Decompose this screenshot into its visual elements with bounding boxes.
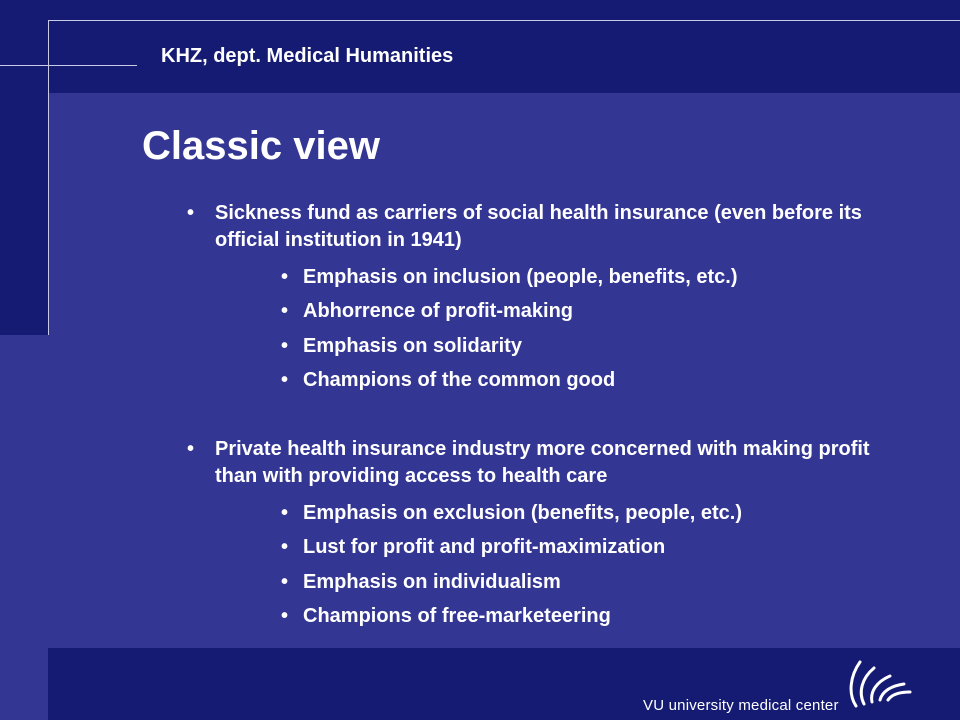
bullet-item [187, 436, 887, 490]
sub-bullet-item [281, 569, 901, 596]
sub-bullet-text: Champions of free-marketeering [303, 605, 611, 627]
sub-bullet-item [281, 298, 901, 325]
bullet-dot: • [281, 300, 289, 322]
sub-bullet-item [281, 333, 901, 360]
sub-bullet-text: Abhorrence of profit-making [303, 300, 574, 322]
sub-bullet-item [281, 603, 901, 630]
sub-bullet-text: Emphasis on individualism [303, 571, 561, 593]
sub-bullet-item [281, 534, 901, 561]
bullet-dot: • [281, 536, 289, 558]
sub-bullet-text: Emphasis on inclusion (people, benefits, etc.) [303, 266, 738, 288]
bullet-item [187, 200, 887, 254]
bullet-dot: • [281, 335, 289, 357]
sub-bullet-item [281, 500, 901, 527]
bullet-text: Private health insurance industry more concerned with making profit than with providing access to health care [215, 438, 870, 487]
bullet-dot: • [281, 502, 289, 524]
bullet-dot: • [281, 605, 289, 627]
bullet-dot: • [281, 266, 289, 288]
slide-title: Classic view [142, 124, 380, 168]
department-label: KHZ, dept. Medical Humanities [161, 45, 454, 67]
sub-bullet-text: Emphasis on solidarity [303, 335, 522, 357]
bullet-dot: • [281, 571, 289, 593]
sub-bullet-text: Emphasis on exclusion (benefits, people, etc.) [303, 502, 742, 524]
sub-bullet-item [281, 367, 901, 394]
bullet-text: Sickness fund as carriers of social health insurance (even before its official institution in 1941) [215, 202, 862, 251]
bullet-dot: • [187, 438, 195, 460]
vu-flame-logo-icon [846, 656, 914, 708]
bullet-dot: • [187, 202, 195, 224]
sub-bullet-text: Lust for profit and profit-maximization [303, 536, 666, 558]
logo-text: VU university medical center [643, 697, 839, 714]
bullet-dot: • [281, 369, 289, 391]
sub-bullet-text: Champions of the common good [303, 369, 616, 391]
sub-bullet-item [281, 264, 901, 291]
